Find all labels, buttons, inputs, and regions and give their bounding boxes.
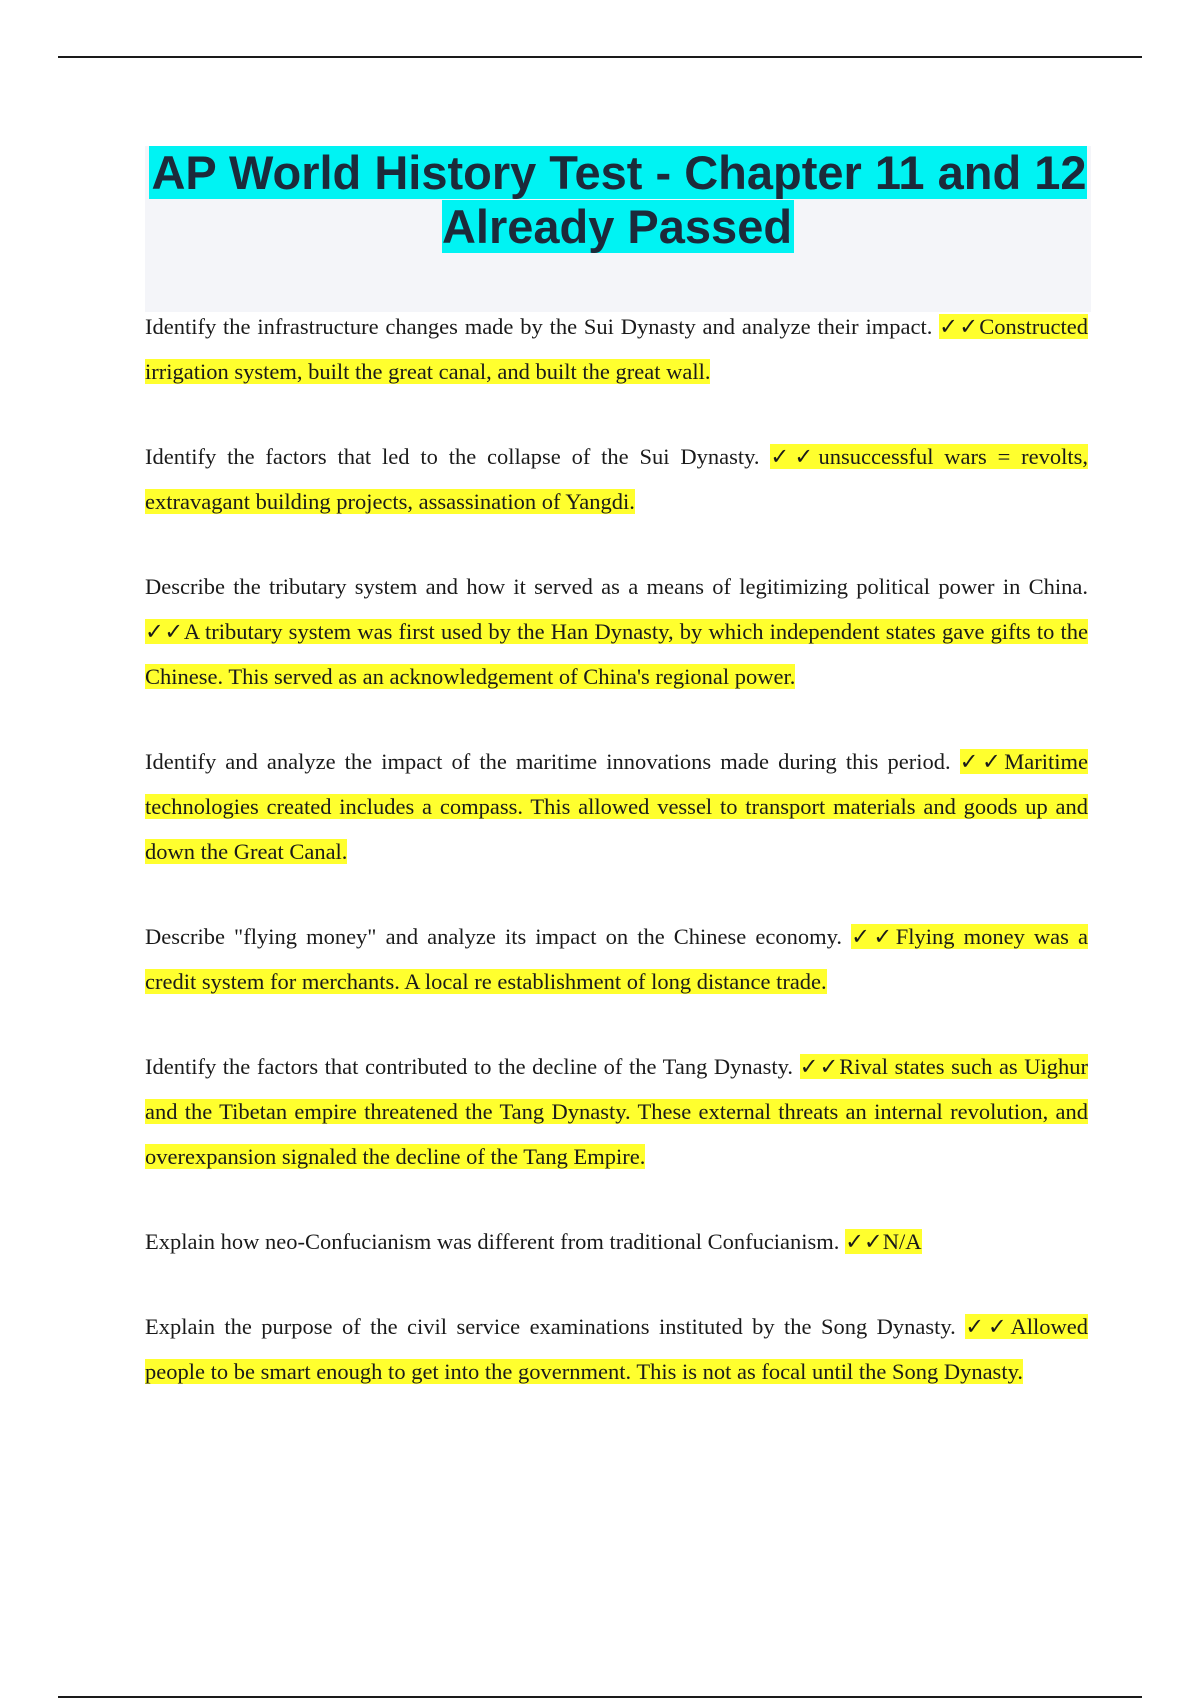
answer-text: ✓✓Rival states such as Uighur and the Tibetan empire threatened the Tang Dynasty. These external threats an internal revolution, and overexpansion signaled the decline of the Tang Empire.	[145, 1054, 1089, 1169]
qa-item-3	[145, 564, 1088, 699]
answer-text: ✓✓unsuccessful wars = revolts, extravagant building projects, assassination of Yangdi.	[145, 444, 1089, 514]
answer-text: ✓✓Maritime technologies created includes a compass. This allowed vessel to transport materials and goods up and down the Great Canal.	[145, 749, 1089, 864]
footer-rule	[58, 1696, 1142, 1698]
question-text: Identify and analyze the impact of the maritime innovations made during this period.	[145, 749, 951, 774]
question-text: Identify the infrastructure changes made by the Sui Dynasty and analyze their impact.	[145, 314, 933, 339]
question-text: Explain how neo-Confucianism was different from traditional Confucianism.	[145, 1229, 840, 1254]
qa-item-6	[145, 1044, 1088, 1179]
question-text: Identify the factors that contributed to the decline of the Tang Dynasty.	[145, 1054, 794, 1079]
answer-text: ✓✓Constructed irrigation system, built the great canal, and built the great wall.	[145, 314, 1089, 384]
qa-item-5	[145, 914, 1088, 1004]
qa-item-4	[145, 739, 1088, 874]
qa-item-7	[145, 1219, 1088, 1264]
question-text: Explain the purpose of the civil service examinations instituted by the Song Dynasty.	[145, 1314, 956, 1339]
qa-item-2	[145, 434, 1088, 524]
question-text: Describe the tributary system and how it served as a means of legitimizing political power in China.	[145, 574, 1088, 599]
qa-item-8	[145, 1304, 1088, 1394]
qa-item-1	[145, 304, 1088, 394]
answer-text: ✓✓A tributary system was first used by the Han Dynasty, by which independent states gave gifts to the Chinese. This served as an acknowledgement of China's regional power.	[145, 619, 1088, 689]
qa-list	[145, 304, 1088, 1434]
document-title	[145, 146, 1091, 254]
document-title-text: AP World History Test - Chapter 11 and 12 Already Passed	[151, 146, 1087, 253]
question-text: Identify the factors that led to the collapse of the Sui Dynasty.	[145, 444, 760, 469]
header-rule	[58, 56, 1142, 58]
answer-text: ✓✓Allowed people to be smart enough to get into the government. This is not as focal until the Song Dynasty.	[145, 1314, 1088, 1384]
question-text: Describe "flying money" and analyze its impact on the Chinese economy.	[145, 924, 843, 949]
answer-text: ✓✓Flying money was a credit system for merchants. A local re establishment of long distance trade.	[145, 924, 1089, 994]
answer-text: ✓✓N/A	[845, 1229, 922, 1254]
